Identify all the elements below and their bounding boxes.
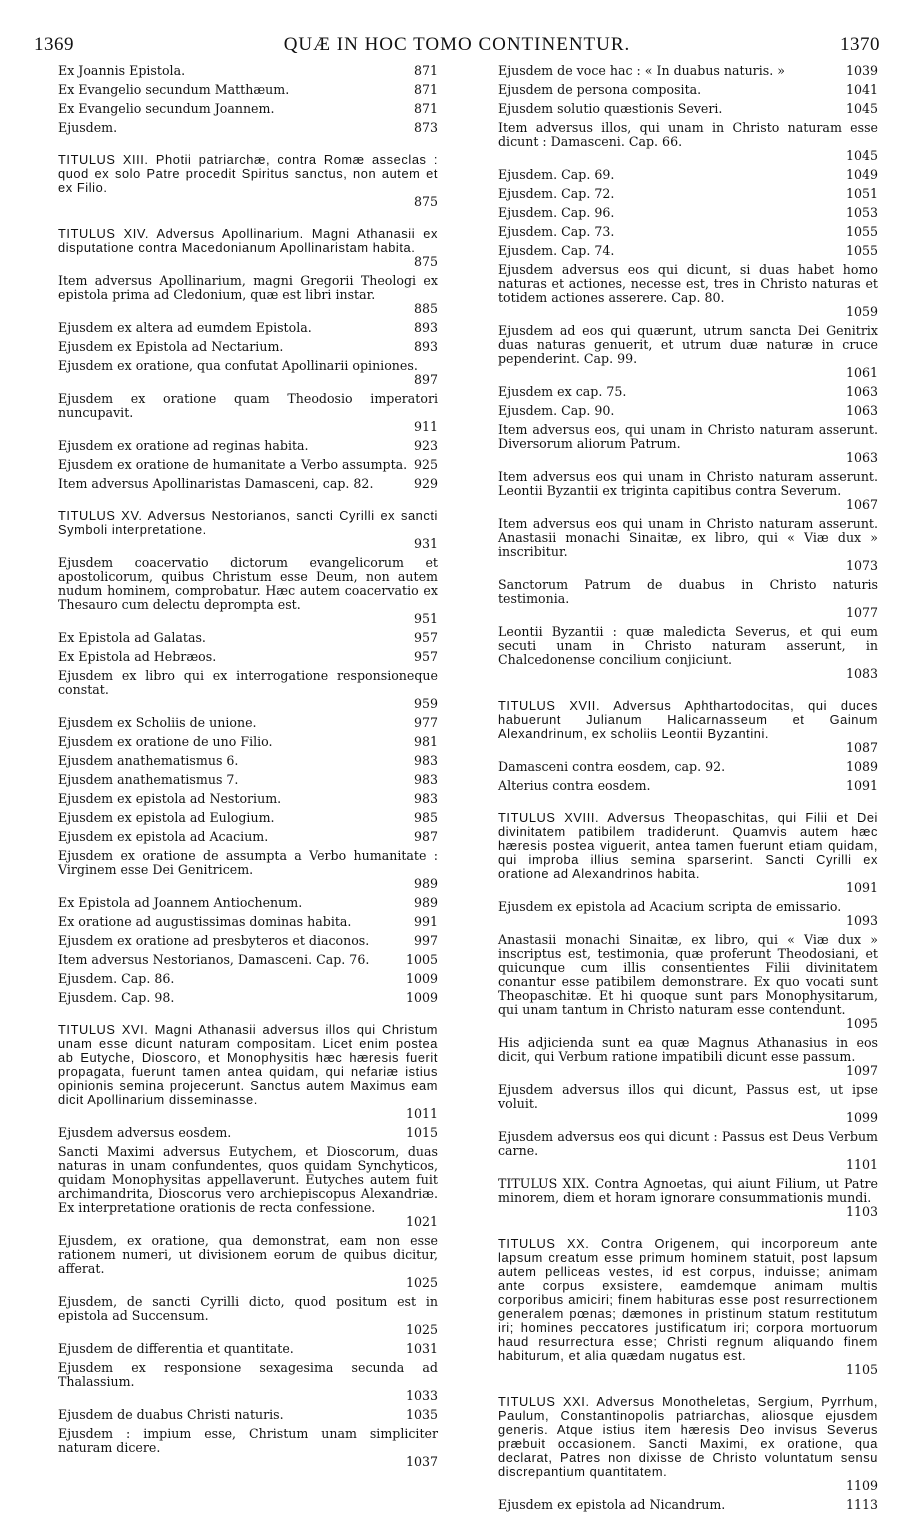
entry-page: 1055: [845, 243, 878, 258]
entry-title: Item adversus Nestorianos, Damasceni. Cap. 76.: [58, 952, 370, 967]
entry-title: TITULUS XX. Contra Origenem, qui incorporeum ante lapsum creatum esse primum hominem statuit, post lapsum autem pelliceas vestes, id est corpus, induisse; animam ante corpus exsistere, eamdemque animam multis corporibus amiciri; finem habituras esse post resurrectionem generalem pœnas; dæmones in pristinum statum restitutum iri; homines peccatores justificatum iri; corpora mortuorum haud resurrectura esse; Christi regnum aliquando finem habiturum, et alia quædam nugatus est.: [498, 1236, 878, 1363]
entry-page: 1101: [845, 1157, 878, 1172]
entry-title: Ejusdem adversus eos qui dicunt : Passus est Deus Verbum carne.: [498, 1129, 878, 1158]
toc-entry: [46, 439, 438, 453]
toc-entry: [46, 830, 438, 844]
entry-page: 1031: [405, 1341, 438, 1356]
entry-page: 1049: [845, 167, 878, 182]
entry-title: TITULUS XVI. Magni Athanasii adversus illos qui Christum unam esse dicunt naturam compositam. Licet enim postea ab Eutyche, Dioscoro, et Monophysitis hæc hæresis fuerit propagata, fuerunt tamen antea quidam, qui nefariæ istius opinionis semina projecerunt. Sanctus autem Maximus eam dicit Apollinarium disseminasse.: [58, 1022, 438, 1107]
entry-page: 1025: [405, 1275, 438, 1290]
entry-title: Ejusdem ex oratione de humanitate a Verbo assumpta.: [58, 457, 408, 472]
toc-entry: [486, 168, 878, 182]
entry-title: Ejusdem. Cap. 90.: [498, 403, 615, 418]
entry-title: Ejusdem ex cap. 75.: [498, 384, 627, 399]
toc-entry: [486, 102, 878, 116]
page-number-left: 1369: [34, 34, 74, 55]
entry-page: 1015: [405, 1125, 438, 1140]
toc-entry: [46, 121, 438, 135]
toc-entry: [46, 392, 438, 434]
entry-title: TITULUS XVII. Adversus Aphthartodocitas, qui duces habuerunt Julianum Halicarnasseum et Gainum Alexandrinum, ex scholiis Leontii Byzantini.: [498, 698, 878, 741]
entry-page: 1099: [845, 1110, 878, 1125]
entry-title: Ejusdem ex oratione de uno Filio.: [58, 734, 273, 749]
entry-page: 885: [413, 301, 438, 316]
entry-title: His adjicienda sunt ea quæ Magnus Athanasius in eos dicit, qui Verbum ratione impatibili dicunt esse passum.: [498, 1035, 878, 1064]
entry-title: Ejusdem anathematismus 7.: [58, 772, 239, 787]
entry-page: 871: [413, 82, 438, 97]
toc-entry: [486, 121, 878, 163]
toc-entry: [46, 650, 438, 664]
entry-page: 925: [413, 457, 438, 472]
entry-page: 957: [413, 649, 438, 664]
entry-title: Ejusdem ex oratione quam Theodosio imperatori nuncupavit.: [58, 391, 438, 420]
entry-page: 1055: [845, 224, 878, 239]
entry-page: 1039: [845, 63, 878, 78]
entry-title: Ejusdem coacervatio dictorum evangelicorum et apostolicorum, quibus Christum esse Deum, non autem nudum hominem, comprobatur. Hæc autem coacervatio ex Thesauro cum delectu deprompta est.: [58, 555, 438, 612]
toc-entry: [486, 64, 878, 78]
toc-entry: [486, 1177, 878, 1219]
entry-page: 989: [413, 895, 438, 910]
entry-title: Item adversus Apollinarium, magni Gregorii Theologi ex epistola prima ad Cledonium, quæ est libri instar.: [58, 273, 438, 302]
entry-page: 1045: [845, 148, 878, 163]
toc-entry: [46, 1361, 438, 1403]
page-number-right: 1370: [839, 34, 880, 55]
toc-entry: [486, 1498, 878, 1512]
entry-page: 1109: [845, 1478, 878, 1493]
running-title: QUÆ IN HOC TOMO CONTINENTUR.: [283, 34, 631, 55]
entry-title: Leontii Byzantii : quæ maledicta Severus, et qui eum secuti unam in Christo naturam asserunt, in Chalcedonense concilium conjiciunt.: [498, 624, 878, 667]
toc-entry: [46, 321, 438, 335]
toc-entry: [46, 359, 438, 387]
entry-page: 1091: [845, 880, 878, 895]
entry-page: 1093: [845, 913, 878, 928]
entry-title: Item adversus eos qui unam in Christo naturam asserunt. Leontii Byzantii ex triginta capitibus contra Severum.: [498, 469, 878, 498]
toc-section: [486, 699, 878, 755]
entry-title: Ex Epistola ad Joannem Antiochenum.: [58, 895, 303, 910]
entry-title: Item adversus eos, qui unam in Christo naturam asserunt. Diversorum aliorum Patrum.: [498, 422, 878, 451]
toc-entry: [46, 934, 438, 948]
toc-entry: [46, 64, 438, 78]
entry-title: Ejusdem ad eos qui quærunt, utrum sancta Dei Genitrix duas naturas genuerit, et utrum duæ naturæ in cruce pependerint. Cap. 99.: [498, 323, 878, 366]
entry-page: 1025: [405, 1322, 438, 1337]
entry-title: Ejusdem de duabus Christi naturis.: [58, 1407, 284, 1422]
entry-title: TITULUS XIII. Photii patriarchæ, contra Romæ asseclas : quod ex solo Patre procedit Spiritus sanctus, non autem et ex Filio.: [58, 152, 438, 195]
toc-entry: [46, 83, 438, 97]
entry-page: 1059: [845, 304, 878, 319]
entry-page: 1073: [845, 558, 878, 573]
entry-title: Ejusdem : impium esse, Christum unam simpliciter naturam dicere.: [58, 1426, 438, 1455]
toc-entry: [46, 340, 438, 354]
toc-entry: [46, 773, 438, 787]
entry-title: Alterius contra eosdem.: [498, 778, 651, 793]
toc-entry: [486, 83, 878, 97]
entry-page: 989: [413, 876, 438, 891]
entry-page: 1041: [845, 82, 878, 97]
toc-entry: [46, 458, 438, 472]
entry-page: 871: [413, 101, 438, 116]
entry-page: 1009: [405, 990, 438, 1005]
toc-entry: [46, 1295, 438, 1337]
entry-title: Ex Epistola ad Galatas.: [58, 630, 206, 645]
toc-entry: [486, 324, 878, 380]
entry-page: 1061: [845, 365, 878, 380]
entry-page: 983: [413, 753, 438, 768]
entry-page: 923: [413, 438, 438, 453]
toc-section: [486, 1237, 878, 1377]
page-header: [34, 34, 880, 56]
entry-page: 1063: [845, 403, 878, 418]
toc-entry: [486, 578, 878, 620]
toc-entry: [46, 915, 438, 929]
entry-page: 1011: [405, 1106, 438, 1121]
toc-entry: [46, 811, 438, 825]
entry-title: Sancti Maximi adversus Eutychem, et Dioscorum, duas naturas in unam confundentes, quos quidam Synchyticos, quidam Monophysitas appellaverunt. Eutyches autem fuit archimandrita, Dioscorus vero archiepiscopus Alexandriæ. Ex interpretatione orationis de recta confessione.: [58, 1144, 438, 1215]
entry-title: Ejusdem solutio quæstionis Severi.: [498, 101, 723, 116]
entry-title: Ejusdem adversus eosdem.: [58, 1125, 232, 1140]
entry-page: 983: [413, 772, 438, 787]
toc-entry: [46, 477, 438, 491]
entry-title: TITULUS XV. Adversus Nestorianos, sancti Cyrilli ex sancti Symboli interpretatione.: [58, 508, 438, 537]
toc-section: [46, 509, 438, 551]
entry-title: Ejusdem ex oratione, qua confutat Apollinarii opiniones.: [58, 358, 418, 373]
entry-page: 1067: [845, 497, 878, 512]
toc-entry: [46, 1126, 438, 1140]
toc-entry: [46, 1342, 438, 1356]
toc-entry: [46, 274, 438, 316]
entry-title: Ejusdem. Cap. 98.: [58, 990, 175, 1005]
entry-title: Ejusdem adversus illos qui dicunt, Passus est, ut ipse voluit.: [498, 1082, 878, 1111]
entry-title: Ejusdem ex epistola ad Eulogium.: [58, 810, 275, 825]
entry-page: 1035: [405, 1407, 438, 1422]
entry-page: 873: [413, 120, 438, 135]
entry-title: Ejusdem ex epistola ad Nestorium.: [58, 791, 282, 806]
entry-page: 1045: [845, 101, 878, 116]
entry-page: 1021: [405, 1214, 438, 1229]
entry-title: Ejusdem ex altera ad eumdem Epistola.: [58, 320, 312, 335]
toc-section: [486, 811, 878, 895]
entry-page: 991: [413, 914, 438, 929]
entry-title: Ejusdem ex responsione sexagesima secunda ad Thalassium.: [58, 1360, 438, 1389]
entry-page: 1091: [845, 778, 878, 793]
toc-entry: [46, 953, 438, 967]
toc-entry: [46, 102, 438, 116]
entry-page: 929: [413, 476, 438, 491]
entry-page: 893: [413, 320, 438, 335]
entry-title: Ejusdem ex oratione de assumpta a Verbo humanitate : Virginem esse Dei Genitricem.: [58, 848, 438, 877]
toc-entry: [46, 1408, 438, 1422]
toc-entry: [486, 1036, 878, 1078]
entry-page: 1053: [845, 205, 878, 220]
toc-entry: [46, 1145, 438, 1229]
left-column: [46, 64, 438, 1474]
entry-page: 977: [413, 715, 438, 730]
entry-page: 997: [413, 933, 438, 948]
entry-page: 957: [413, 630, 438, 645]
right-column: [486, 64, 878, 1517]
toc-entry: [486, 517, 878, 573]
toc-entry: [46, 896, 438, 910]
toc-entry: [46, 716, 438, 730]
toc-entry: [486, 900, 878, 928]
toc-entry: [486, 244, 878, 258]
toc-entry: [486, 225, 878, 239]
entry-title: Item adversus Apollinaristas Damasceni, cap. 82.: [58, 476, 374, 491]
entry-page: 951: [413, 611, 438, 626]
entry-title: Ejusdem de voce hac : « In duabus naturis. »: [498, 63, 785, 78]
entry-title: Ejusdem. Cap. 74.: [498, 243, 615, 258]
toc-section: [486, 1395, 878, 1493]
entry-title: Sanctorum Patrum de duabus in Christo naturis testimonia.: [498, 577, 878, 606]
entry-page: 1033: [405, 1388, 438, 1403]
entry-title: Ejusdem ex Scholiis de unione.: [58, 715, 257, 730]
toc-entry: [486, 470, 878, 512]
entry-page: 1009: [405, 971, 438, 986]
entry-page: 1051: [845, 186, 878, 201]
entry-title: TITULUS XIX. Contra Agnoetas, qui aiunt Filium, ut Patre minorem, diem et horam ignorare consummationis mundi.: [498, 1176, 878, 1205]
entry-title: Ejusdem ex Epistola ad Nectarium.: [58, 339, 284, 354]
entry-page: 1037: [405, 1454, 438, 1469]
toc-entry: [486, 625, 878, 681]
toc-entry: [46, 754, 438, 768]
toc-entry: [486, 779, 878, 793]
entry-page: 1089: [845, 759, 878, 774]
entry-title: Ex Joannis Epistola.: [58, 63, 186, 78]
toc-entry: [486, 760, 878, 774]
entry-page: 981: [413, 734, 438, 749]
entry-page: 1097: [845, 1063, 878, 1078]
entry-page: 1005: [405, 952, 438, 967]
entry-page: 931: [413, 536, 438, 551]
toc-entry: [486, 385, 878, 399]
entry-title: Ejusdem. Cap. 73.: [498, 224, 615, 239]
toc-entry: [46, 631, 438, 645]
entry-page: 1103: [845, 1204, 878, 1219]
entry-title: Ejusdem, ex oratione, qua demonstrat, eam non esse rationem numeri, ut divisionem eorum de quibus dicitur, afferat.: [58, 1233, 438, 1276]
toc-entry: [46, 849, 438, 891]
toc-entry: [46, 1427, 438, 1469]
entry-title: Anastasii monachi Sinaitæ, ex libro, qui « Viæ dux » inscriptus est, testimonia, quæ proferunt Theodosiani, et quicunque cum illis consentientes Filii divinitatem conantur esse patibilem demonstrare. Ex quo vocati sunt Theopaschitæ. Et hi quoque sunt pars Monophysitarum, qui unam tantum in Christo naturam esse contendunt.: [498, 932, 878, 1017]
toc-entry: [486, 206, 878, 220]
entry-page: 985: [413, 810, 438, 825]
entry-title: Ejusdem de differentia et quantitate.: [58, 1341, 294, 1356]
entry-title: Ejusdem.: [58, 120, 118, 135]
entry-page: 959: [413, 696, 438, 711]
entry-title: TITULUS XXI. Adversus Monotheletas, Sergium, Pyrrhum, Paulum, Constantinopolis patriarchas, aliosque ejusdem generis. Atque istius item hæresis Deo invisus Severus præbuit occasionem. Sancti Maximi, ex oratione, qua declarat, Patres non dixisse de Christo voluntatum sensu discrepantium quantitatem.: [498, 1394, 878, 1479]
toc-entry: [46, 735, 438, 749]
entry-title: Ejusdem, de sancti Cyrilli dicto, quod positum est in epistola ad Succensum.: [58, 1294, 438, 1323]
toc-entry: [46, 556, 438, 626]
entry-title: Ex Epistola ad Hebræos.: [58, 649, 217, 664]
entry-page: 1063: [845, 450, 878, 465]
entry-page: 875: [413, 194, 438, 209]
entry-title: Ejusdem ex libro qui ex interrogatione responsioneque constat.: [58, 668, 438, 697]
entry-title: Item adversus illos, qui unam in Christo naturam esse dicunt : Damasceni. Cap. 66.: [498, 120, 878, 149]
entry-title: Ejusdem ex epistola ad Acacium scripta de emissario.: [498, 899, 842, 914]
entry-page: 893: [413, 339, 438, 354]
toc-entry: [486, 1083, 878, 1125]
entry-title: Ejusdem. Cap. 96.: [498, 205, 615, 220]
entry-page: 1077: [845, 605, 878, 620]
entry-page: 1105: [845, 1362, 878, 1377]
entry-title: Ex Evangelio secundum Joannem.: [58, 101, 275, 116]
entry-title: TITULUS XIV. Adversus Apollinarium. Magni Athanasii ex disputatione contra Macedonianum Apollinaristam habita.: [58, 226, 438, 255]
entry-page: 911: [413, 419, 438, 434]
toc-section: [46, 1023, 438, 1121]
toc-entry: [486, 263, 878, 319]
entry-title: Ejusdem de persona composita.: [498, 82, 702, 97]
toc-entry: [46, 1234, 438, 1290]
entry-title: Ejusdem. Cap. 86.: [58, 971, 175, 986]
entry-title: Ex Evangelio secundum Matthæum.: [58, 82, 290, 97]
entry-page: 871: [413, 63, 438, 78]
entry-page: 1087: [845, 740, 878, 755]
toc-entry: [486, 187, 878, 201]
entry-page: 1063: [845, 384, 878, 399]
toc-entry: [486, 423, 878, 465]
entry-title: Ejusdem ex epistola ad Nicandrum.: [498, 1497, 726, 1512]
entry-page: 1113: [845, 1497, 878, 1512]
entry-title: Ejusdem ex epistola ad Acacium.: [58, 829, 269, 844]
entry-title: Damasceni contra eosdem, cap. 92.: [498, 759, 726, 774]
entry-page: 897: [413, 372, 438, 387]
entry-title: TITULUS XVIII. Adversus Theopaschitas, qui Filii et Dei divinitatem patibilem tradiderunt. Quamvis autem hæc hæresis postea viguerit, antea tamen fuerunt etiam quidam, qui improba illius semina sparserint. Sancti Cyrilli ex oratione ad Alexandrinos habita.: [498, 810, 878, 881]
entry-page: 983: [413, 791, 438, 806]
entry-page: 875: [413, 254, 438, 269]
toc-entry: [46, 972, 438, 986]
toc-section: [46, 153, 438, 209]
entry-title: Ejusdem ex oratione ad presbyteros et diaconos.: [58, 933, 370, 948]
entry-title: Item adversus eos qui unam in Christo naturam asserunt. Anastasii monachi Sinaitæ, ex libro, qui « Viæ dux » inscribitur.: [498, 516, 878, 559]
entry-page: 1083: [845, 666, 878, 681]
toc-entry: [486, 404, 878, 418]
toc-entry: [46, 792, 438, 806]
toc-entry: [46, 991, 438, 1005]
toc-section: [46, 227, 438, 269]
entry-page: 987: [413, 829, 438, 844]
toc-entry: [46, 669, 438, 711]
entry-title: Ejusdem. Cap. 69.: [498, 167, 615, 182]
entry-title: Ejusdem adversus eos qui dicunt, si duas habet homo naturas et actiones, necesse est, tres in Christo naturas et totidem actiones asserere. Cap. 80.: [498, 262, 878, 305]
toc-entry: [486, 1130, 878, 1172]
entry-title: Ejusdem. Cap. 72.: [498, 186, 615, 201]
entry-title: Ex oratione ad augustissimas dominas habita.: [58, 914, 352, 929]
entry-title: Ejusdem anathematismus 6.: [58, 753, 239, 768]
entry-page: 1095: [845, 1016, 878, 1031]
toc-entry: [486, 933, 878, 1031]
entry-title: Ejusdem ex oratione ad reginas habita.: [58, 438, 309, 453]
